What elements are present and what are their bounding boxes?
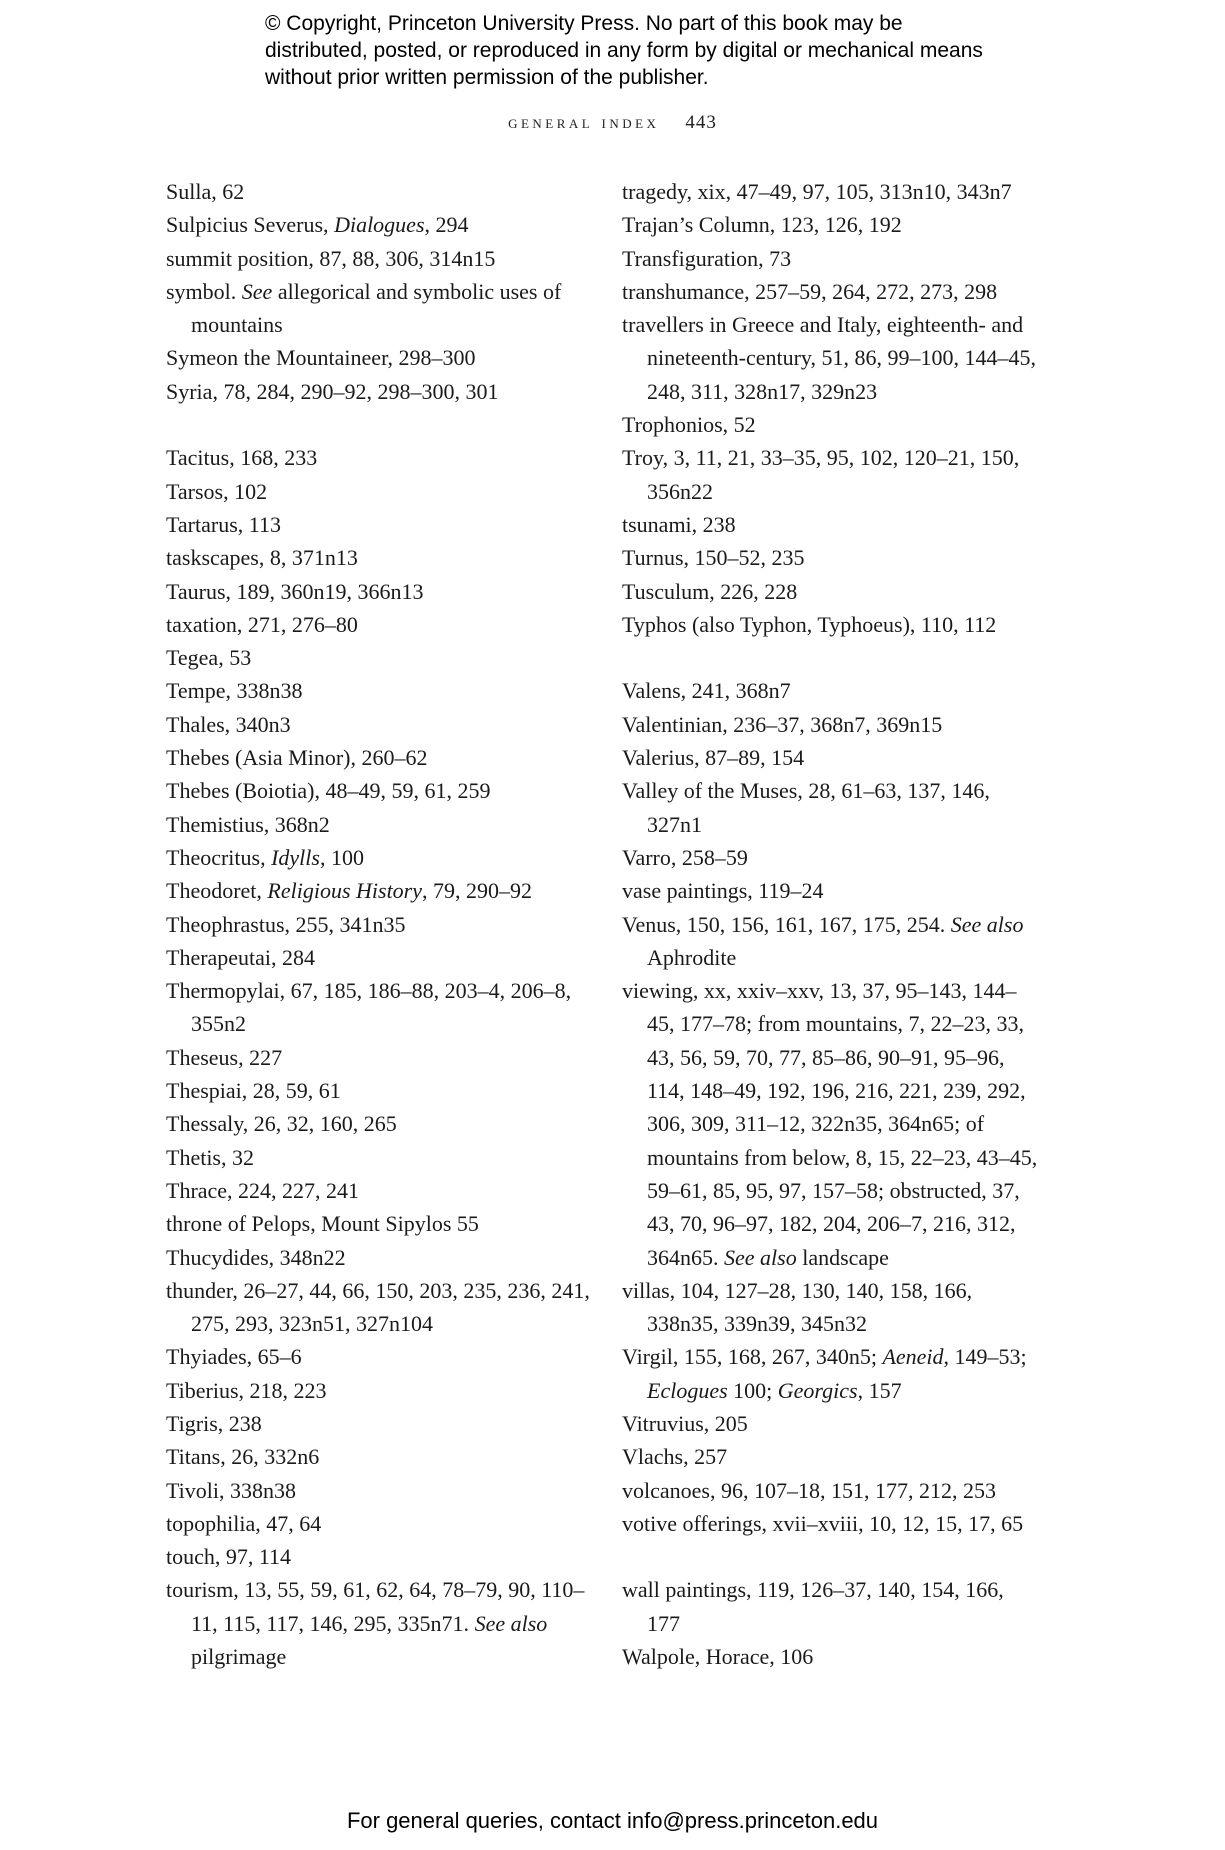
index-entry-text: throne of Pelops, Mount Sipylos 55 [166, 1211, 479, 1237]
running-title: general index [508, 112, 660, 133]
index-entry [622, 1274, 1042, 1341]
index-entry-text: taxation, 271, 276–80 [166, 611, 358, 637]
index-entry [166, 608, 606, 641]
index-entry [622, 575, 1042, 608]
index-entry-text: Therapeutai, 284 [166, 944, 316, 970]
index-entry-text: vase paintings, 119–24 [622, 878, 824, 904]
index-entry-text: volcanoes, 96, 107–18, 151, 177, 212, 253 [622, 1477, 996, 1503]
index-entry [166, 508, 606, 541]
index-entry-text: Theseus, 227 [166, 1044, 283, 1070]
index-column-right [622, 175, 1042, 1673]
index-entry-text: Syria, 78, 284, 290–92, 298–300, 301 [166, 378, 499, 404]
index-entry-italic-text: See also [724, 1244, 797, 1270]
index-entry-italic-text: Eclogues [647, 1377, 728, 1403]
index-entry-italic-text: Dialogues [334, 212, 425, 238]
index-entry-text: villas, 104, 127–28, 130, 140, 158, 166, 338n35, 339n39, 345n32 [622, 1277, 973, 1337]
index-entry-text: Thespiai, 28, 59, 61 [166, 1078, 341, 1104]
index-entry-text: Thyiades, 65–6 [166, 1344, 302, 1370]
index-entry [166, 575, 606, 608]
footer-contact: For general queries, contact info@press.princeton.edu [346, 1808, 879, 1833]
index-entry [622, 1640, 1042, 1673]
index-entry-text: Transfiguration, 73 [622, 245, 792, 271]
index-entry-italic-text: Georgics [777, 1377, 858, 1403]
index-entry-text: wall paintings, 119, 126–37, 140, 154, 166, 177 [622, 1577, 1004, 1636]
index-entry-text: Turnus, 150–52, 235 [622, 545, 805, 571]
index-entry-italic-text: Aeneid [882, 1344, 944, 1370]
index-entry-text: Symeon the Mountaineer, 298–300 [166, 345, 476, 371]
index-entry-text: summit position, 87, 88, 306, 314n15 [166, 245, 496, 271]
index-entry [166, 1241, 606, 1274]
index-entry [166, 708, 606, 741]
index-entry [166, 375, 606, 408]
letter-group-gap [166, 408, 606, 441]
index-entry-text: Tivoli, 338n38 [166, 1477, 297, 1503]
index-entry-italic-text: Idylls [271, 844, 320, 870]
running-head [0, 112, 1225, 134]
index-entry-text: Tiberius, 218, 223 [166, 1377, 327, 1403]
index-entry-text: Tigris, 238 [166, 1410, 262, 1436]
index-entry-text: , 79, 290–92 [422, 878, 533, 904]
index-entry-text: Tartarus, 113 [166, 511, 281, 537]
index-entry [166, 208, 606, 241]
index-entry-text: Venus, 150, 156, 161, 167, 175, 254. [622, 911, 951, 937]
index-entry [622, 275, 1042, 308]
index-entry [166, 441, 606, 474]
index-entry-text: tragedy, xix, 47–49, 97, 105, 313n10, 343n7 [622, 179, 1012, 204]
index-entry-text: Typhos (also Typhon, Typhoeus), 110, 112 [622, 611, 997, 637]
index-entry [622, 1340, 1042, 1407]
index-entry [166, 674, 606, 707]
index-entry-text: allegorical and symbolic uses of mountains [191, 278, 562, 338]
index-entry [622, 1507, 1042, 1540]
index-entry-text: Thermopylai, 67, 185, 186–88, 203–4, 206–8, 355n2 [166, 978, 572, 1037]
index-entry [622, 1440, 1042, 1473]
index-entry [166, 1174, 606, 1207]
index-entry [166, 841, 606, 874]
index-entry-text: topophilia, 47, 64 [166, 1510, 322, 1536]
index-entry [166, 1374, 606, 1407]
index-entry [166, 808, 606, 841]
index-entry-text: pilgrimage [191, 1644, 287, 1670]
index-entry [622, 674, 1042, 707]
index-entry [166, 1507, 606, 1540]
index-entry [622, 508, 1042, 541]
index-entry-text: Tarsos, 102 [166, 478, 268, 504]
index-entry-text: Thessaly, 26, 32, 160, 265 [166, 1111, 397, 1137]
index-entry-text: Tusculum, 226, 228 [622, 578, 798, 604]
index-entry [622, 242, 1042, 275]
index-entry [166, 1573, 606, 1673]
index-entry [166, 641, 606, 674]
index-entry [166, 941, 606, 974]
index-entry [166, 1207, 606, 1240]
index-entry-text: viewing, xx, xxiv–xxv, 13, 37, 95–143, 144–45, 177–78; from mountains, 7, 22–23, 33, 43, 56, 59, 70, 77, 85–86, 90–91, 95–96, 114, 148–49, 192, 196, 216, 221, 239, 292, 306, 309, 311–12, 322n35, 364n65; of mountains from below, 8, 15, 22–23, 43–45, 59–61, 85, 95, 97, 157–58; obstructed, 37, 43, 70, 96–97, 182, 204, 206–7, 216, 312, 364n65. [622, 978, 1038, 1270]
index-entry-text: Tacitus, 168, 233 [166, 445, 318, 471]
index-entry [622, 308, 1042, 408]
index-entry-text: Theophrastus, 255, 341n35 [166, 911, 406, 937]
index-entry-text: Theocritus, [166, 844, 272, 870]
index-entry-text: Valley of the Muses, 28, 61–63, 137, 146, 327n1 [622, 778, 990, 837]
index-entry [622, 1407, 1042, 1440]
index-entry [622, 441, 1042, 508]
index-entry-text: thunder, 26–27, 44, 66, 150, 203, 235, 236, 241, 275, 293, 323n51, 327n104 [166, 1277, 590, 1337]
index-entry-text: tourism, 13, 55, 59, 61, 62, 64, 78–79, 90, 110–11, 115, 117, 146, 295, 335n71. [166, 1577, 585, 1636]
index-entry [166, 1074, 606, 1107]
index-entry-text: , 294 [424, 212, 469, 238]
index-entry-text: votive offerings, xvii–xviii, 10, 12, 15, 17, 65 [622, 1510, 1024, 1536]
index-entry-text: Thebes (Asia Minor), 260–62 [166, 745, 428, 771]
index-entry-text: touch, 97, 114 [166, 1544, 292, 1570]
index-entry [166, 974, 606, 1041]
index-entry-text: Thucydides, 348n22 [166, 1244, 346, 1270]
index-entry-text: symbol. [166, 278, 242, 304]
index-entry [622, 741, 1042, 774]
index-entry [622, 1474, 1042, 1507]
index-entry-text: Thrace, 224, 227, 241 [166, 1177, 360, 1203]
index-entry [622, 908, 1042, 975]
index-entry-text: Aphrodite [647, 944, 737, 970]
index-entry-text: Tempe, 338n38 [166, 678, 303, 704]
index-entry-text: Themistius, 368n2 [166, 811, 330, 837]
index-entry [166, 1440, 606, 1473]
index-entry-text: travellers in Greece and Italy, eighteenth- and nineteenth-century, 51, 86, 99–100, 144–45, 248, 311, 328n17, 329n23 [622, 312, 1036, 404]
index-entry [622, 541, 1042, 574]
index-entry-text: Trajan’s Column, 123, 126, 192 [622, 212, 902, 238]
index-entry-italic-text: Religious History [267, 878, 423, 904]
index-entry [166, 1474, 606, 1507]
index-entry [166, 908, 606, 941]
index-entry-text: Walpole, Horace, 106 [622, 1644, 814, 1670]
index-entry-text: Theodoret, [166, 878, 268, 904]
index-entry-text: tsunami, 238 [622, 511, 736, 537]
index-entry [166, 741, 606, 774]
index-entry-text: Tegea, 53 [166, 645, 252, 671]
index-entry [622, 774, 1042, 841]
index-entry [166, 341, 606, 374]
index-entry [166, 1407, 606, 1440]
index-entry-text: landscape [796, 1244, 889, 1270]
index-entry-text: transhumance, 257–59, 264, 272, 273, 298 [622, 278, 998, 304]
index-entry [166, 475, 606, 508]
index-entry [622, 608, 1042, 641]
copyright-notice: © Copyright, Princeton University Press. No part of this book may be distributed, posted, or reproduced in any form by digital or mechanical means without prior written permission of the publisher. [265, 12, 983, 89]
index-entry [622, 175, 1042, 208]
index-entry-text: Taurus, 189, 360n19, 366n13 [166, 578, 424, 604]
index-entry [622, 408, 1042, 441]
index-entry [166, 1274, 606, 1341]
index-entry [166, 242, 606, 275]
page-number: 443 [685, 112, 717, 133]
index-entry [166, 541, 606, 574]
index-entry-text: Varro, 258–59 [622, 844, 748, 870]
index-entry-text: 100; [727, 1377, 778, 1403]
index-entry-text: Vlachs, 257 [622, 1444, 728, 1470]
index-column-left [166, 175, 606, 1673]
index-entry-text: Sulla, 62 [166, 179, 245, 204]
index-entry-text: , 149–53; [943, 1344, 1027, 1370]
index-entry [166, 874, 606, 907]
index-entry [166, 275, 606, 342]
index-entry [622, 1573, 1042, 1640]
index-entry-text: Thales, 340n3 [166, 711, 291, 737]
index-entry [622, 974, 1042, 1274]
index-entry-text: Titans, 26, 332n6 [166, 1444, 320, 1470]
index-entry-text: Valerius, 87–89, 154 [622, 745, 805, 771]
index-entry-text: , 100 [319, 844, 364, 870]
index-entry-text: Virgil, 155, 168, 267, 340n5; [622, 1344, 883, 1370]
index-entry-italic-text: See [241, 278, 273, 304]
index-entry [166, 1107, 606, 1140]
index-entry [166, 774, 606, 807]
index-entry [166, 175, 606, 208]
index-entry-text: Troy, 3, 11, 21, 33–35, 95, 102, 120–21, 150, 356n22 [622, 445, 1020, 504]
index-entry [166, 1340, 606, 1373]
index-entry-text: Trophonios, 52 [622, 412, 756, 438]
index-entry-italic-text: See also [950, 911, 1024, 937]
index-entry-text: , 157 [857, 1377, 902, 1403]
letter-group-gap [622, 641, 1042, 674]
index-entry [166, 1540, 606, 1573]
index-entry [622, 208, 1042, 241]
index-entry-text: Thetis, 32 [166, 1144, 254, 1170]
index-entry-text: Valens, 241, 368n7 [622, 678, 791, 704]
index-entry [622, 874, 1042, 907]
letter-group-gap [622, 1540, 1042, 1573]
index-entry [622, 708, 1042, 741]
index-entry [166, 1041, 606, 1074]
index-entry-text: Valentinian, 236–37, 368n7, 369n15 [622, 711, 943, 737]
index-entry-text: taskscapes, 8, 371n13 [166, 545, 358, 571]
index-entry [622, 841, 1042, 874]
index-entry-text: Sulpicius Severus, [166, 212, 335, 238]
index-entry-text: Vitruvius, 205 [622, 1410, 748, 1436]
index-entry-italic-text: See also [474, 1610, 548, 1636]
index-entry [166, 1141, 606, 1174]
index-entry-text: Thebes (Boiotia), 48–49, 59, 61, 259 [166, 778, 491, 804]
